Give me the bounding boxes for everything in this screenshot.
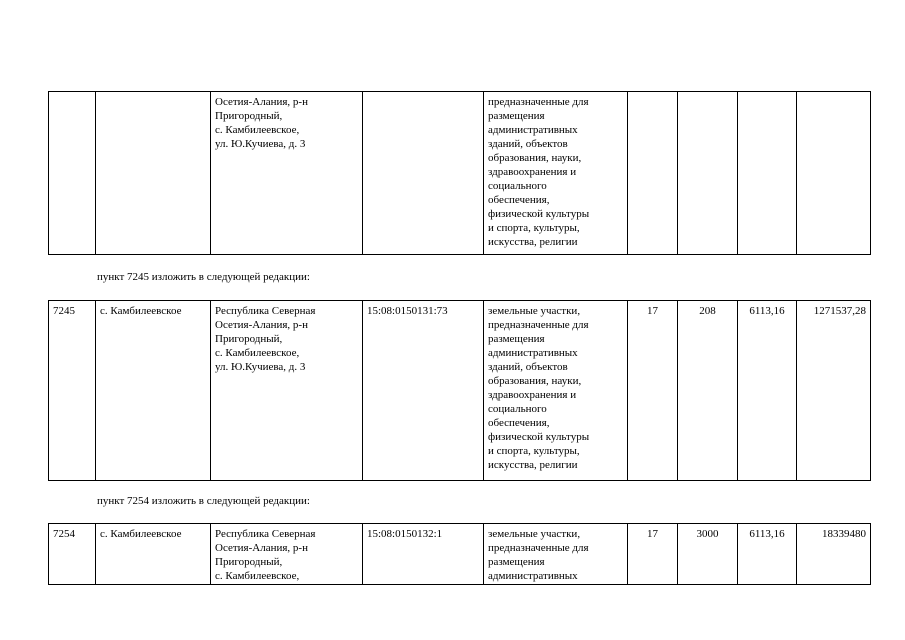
cell-locality: с. Камбилеевское [96, 524, 211, 585]
cell-land-use [484, 92, 628, 255]
address-line: Осетия-Алания, р-н [215, 319, 308, 331]
table-row [49, 524, 871, 585]
address-line: Осетия-Алания, р-н [215, 96, 308, 108]
cell-value: 1271537,28 [797, 301, 871, 481]
use-line: обеспечения, [488, 194, 550, 206]
use-line: земельные участки, [488, 528, 581, 540]
use-line: физической культуры [488, 431, 590, 443]
cell-land-use [484, 524, 628, 585]
cell-area: 208 [678, 301, 738, 481]
cell-group [628, 92, 678, 255]
use-line: земельные участки, [488, 305, 581, 317]
use-line: искусства, религии [488, 459, 578, 471]
address-line: Пригородный, [215, 333, 283, 345]
use-line: и спорта, культуры, [488, 445, 580, 457]
cell-number: 7254 [49, 524, 96, 585]
address-line: Республика Северная [215, 528, 316, 540]
address-line: Осетия-Алания, р-н [215, 542, 308, 554]
use-line: зданий, объектов [488, 361, 568, 373]
use-line: образования, науки, [488, 375, 582, 387]
use-line: размещения [488, 556, 545, 568]
address-line: Пригородный, [215, 110, 283, 122]
use-line: зданий, объектов [488, 138, 568, 150]
use-line: социального [488, 403, 547, 415]
address-line: с. Камбилеевское, [215, 124, 300, 136]
cell-group: 17 [628, 524, 678, 585]
cell-cadastral: 15:08:0150132:1 [363, 524, 484, 585]
use-line: предназначенные для [488, 542, 589, 554]
cell-rate [738, 92, 797, 255]
use-line: предназначенные для [488, 96, 589, 108]
cell-area: 3000 [678, 524, 738, 585]
table-row [49, 92, 871, 255]
cell-rate: 6113,16 [738, 524, 797, 585]
use-line: искусства, религии [488, 236, 578, 248]
use-line: социального [488, 180, 547, 192]
address-line: ул. Ю.Кучиева, д. 3 [215, 138, 306, 150]
use-line: здравоохранения и [488, 389, 577, 401]
cell-value [797, 92, 871, 255]
table-row [49, 301, 871, 481]
address-line: ул. Ю.Кучиева, д. 3 [215, 361, 306, 373]
use-line: размещения [488, 333, 545, 345]
use-line: обеспечения, [488, 417, 550, 429]
use-line: размещения [488, 110, 545, 122]
cell-number: 7245 [49, 301, 96, 481]
use-line: физической культуры [488, 208, 590, 220]
cell-group: 17 [628, 301, 678, 481]
cell-area [678, 92, 738, 255]
record-table-7245 [48, 300, 871, 481]
cell-address [211, 524, 363, 585]
cell-address [211, 301, 363, 481]
amendment-caption: пункт 7245 изложить в следующей редакции: [97, 271, 310, 283]
address-line: с. Камбилеевское, [215, 347, 300, 359]
cell-value: 18339480 [797, 524, 871, 585]
cell-address [211, 92, 363, 255]
use-line: образования, науки, [488, 152, 582, 164]
use-line: здравоохранения и [488, 166, 577, 178]
use-line: административных [488, 124, 578, 136]
cell-cadastral [363, 92, 484, 255]
address-line: Республика Северная [215, 305, 316, 317]
cell-land-use [484, 301, 628, 481]
cell-number [49, 92, 96, 255]
use-line: и спорта, культуры, [488, 222, 580, 234]
use-line: предназначенные для [488, 319, 589, 331]
record-table-7254 [48, 523, 871, 585]
cell-cadastral: 15:08:0150131:73 [363, 301, 484, 481]
use-line: административных [488, 347, 578, 359]
address-line: с. Камбилеевское, [215, 570, 300, 582]
use-line: административных [488, 570, 578, 582]
record-table-continuation [48, 91, 871, 255]
address-line: Пригородный, [215, 556, 283, 568]
amendment-caption: пункт 7254 изложить в следующей редакции: [97, 495, 310, 507]
cell-locality: с. Камбилеевское [96, 301, 211, 481]
cell-rate: 6113,16 [738, 301, 797, 481]
cell-locality [96, 92, 211, 255]
